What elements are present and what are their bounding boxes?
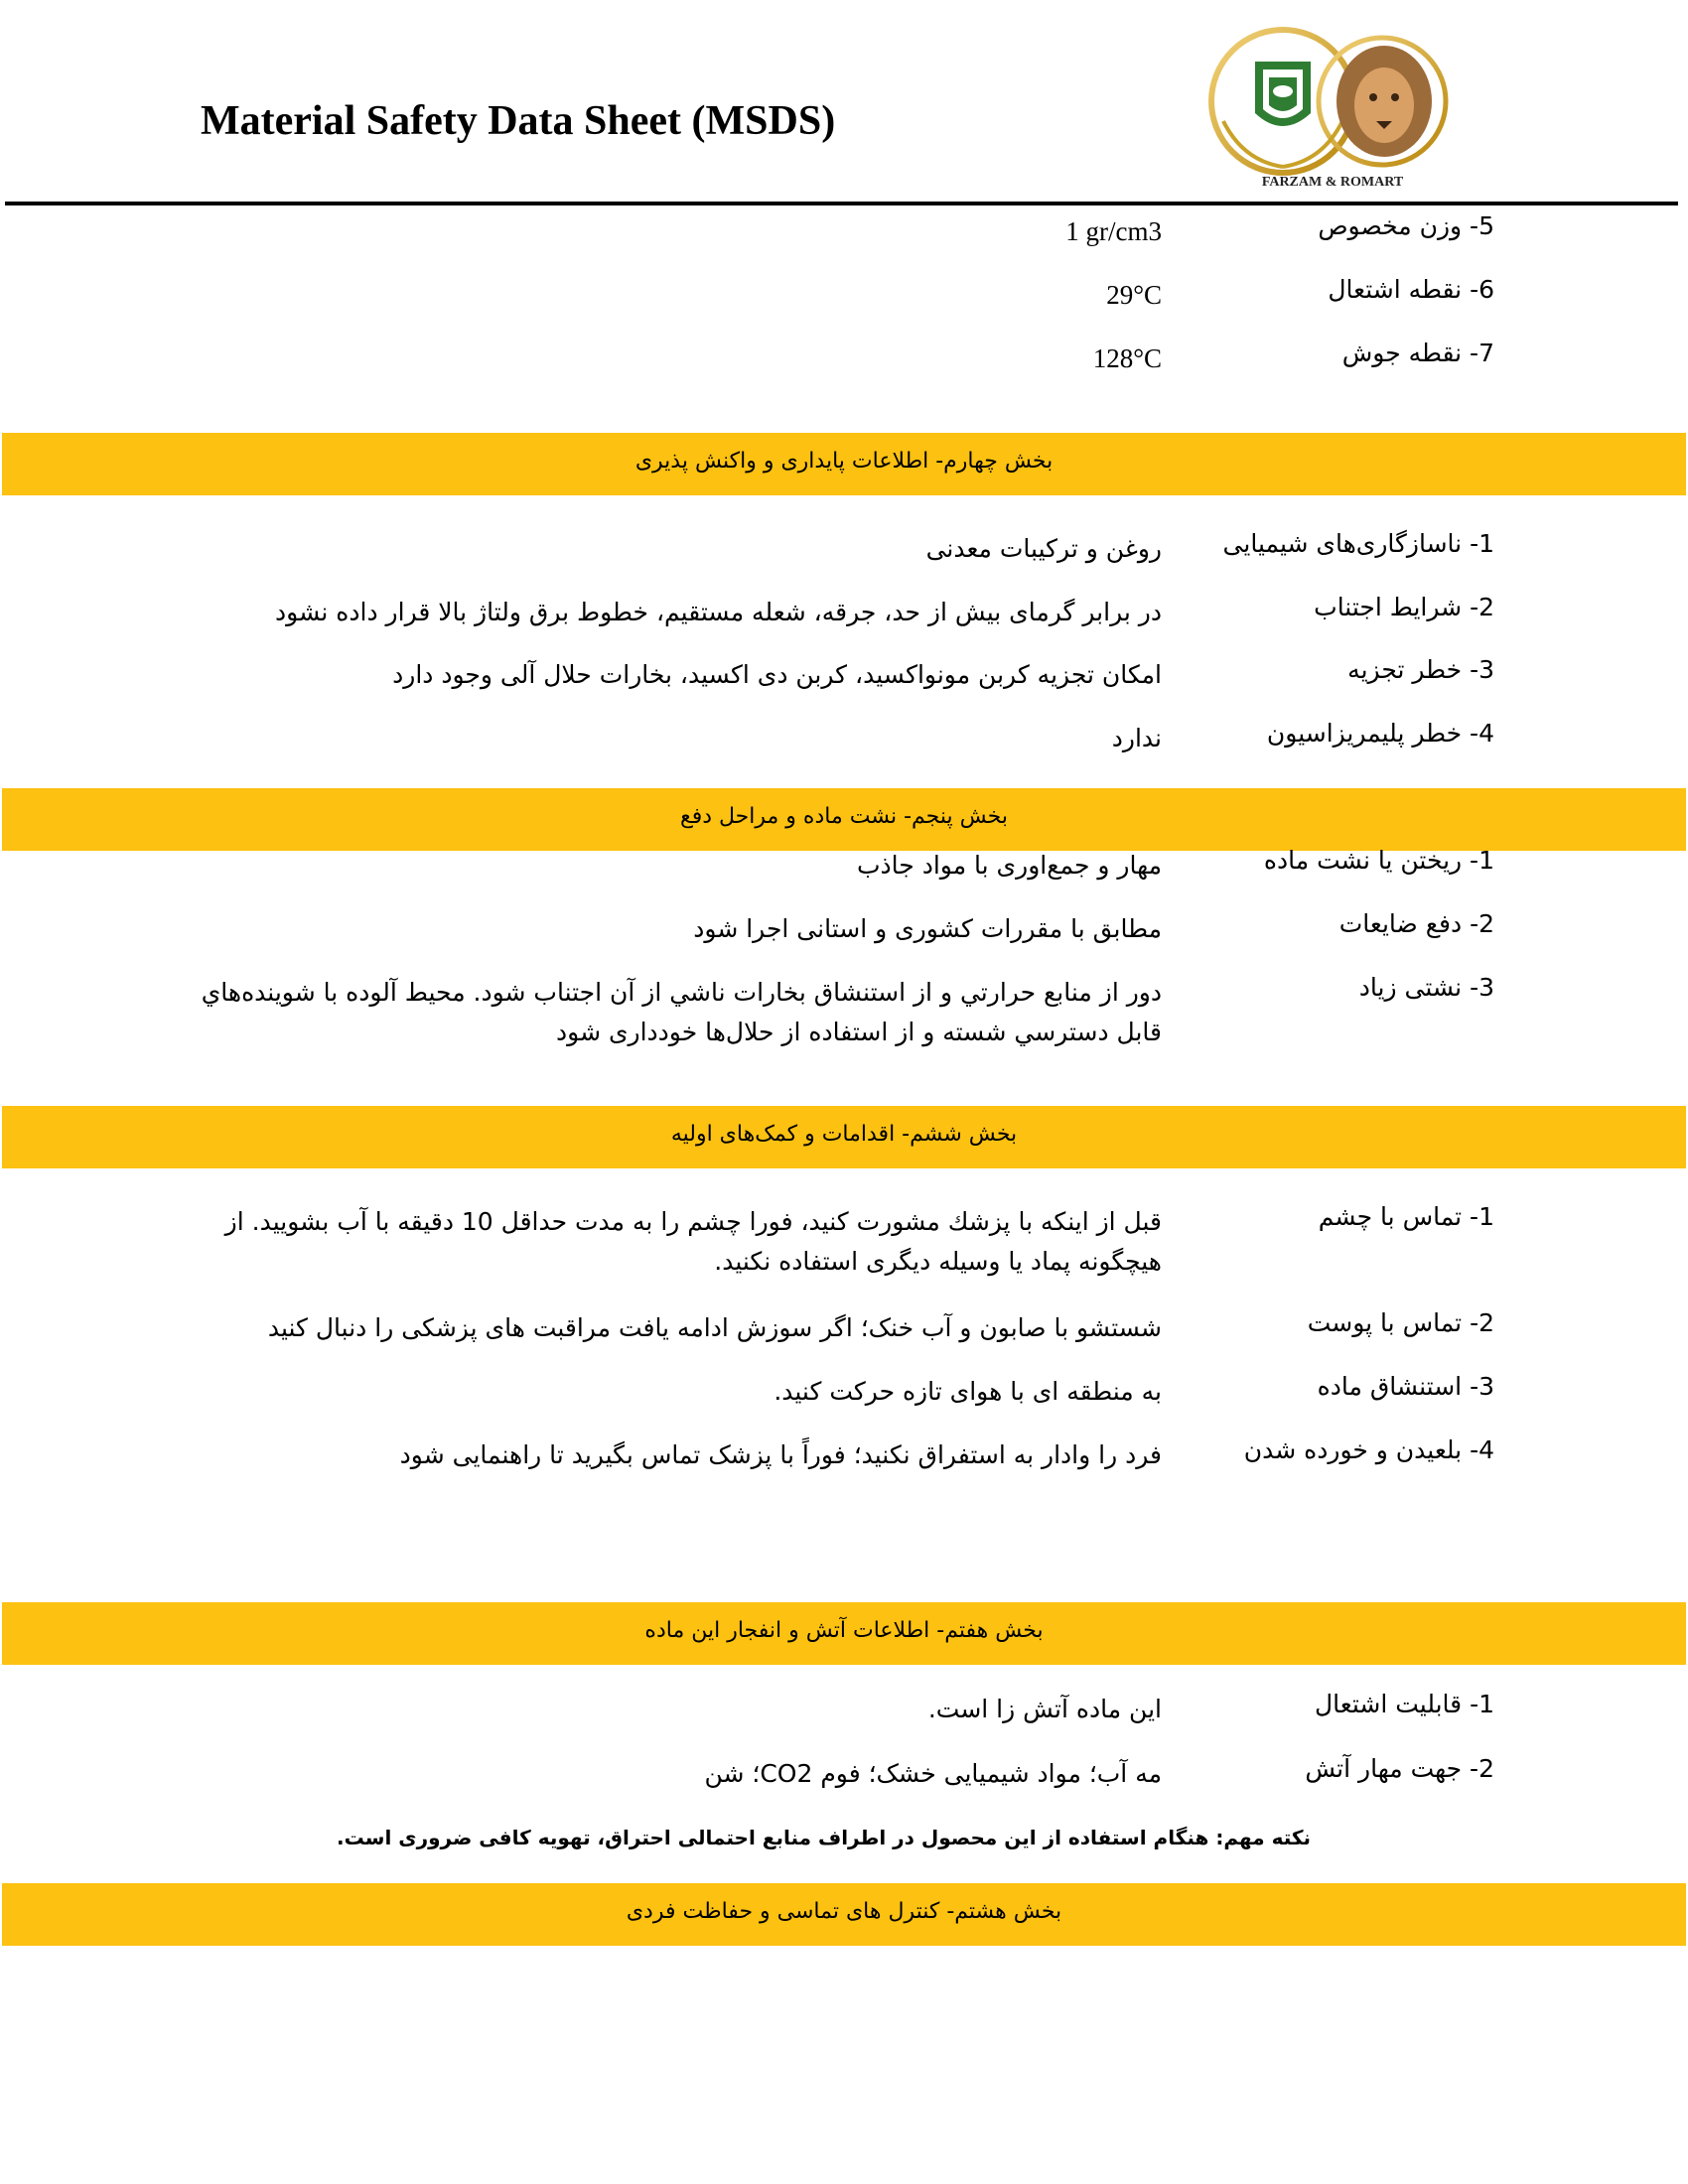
document-title: Material Safety Data Sheet (MSDS) [201,98,836,144]
first-aid-value: شستشو با صابون و آب خنک؛ اگر سوزش ادامه یافت مراقبت های پزشکی را دنبال کنید [267,1313,1162,1342]
spill-row [0,973,1688,1052]
first-aid-row [0,1202,1688,1282]
fire-row [0,1690,1688,1729]
stability-value: امکان تجزیه کربن مونواکسید، کربن دی اکسید، بخارات حلال آلی وجود دارد [392,660,1162,689]
stability-label: 3- خطر تجزیه [1347,655,1494,684]
fire-safety-note: نکته مهم: هنگام استفاده از این محصول در اطراف منابع احتمالی احتراق، تهویه کافی ضروری است. [337,1826,1311,1849]
property-row [0,339,1688,378]
first-aid-row [0,1372,1688,1412]
first-aid-label: 2- تماس با پوست [1307,1308,1494,1337]
spill-row [0,846,1688,886]
section-7-header: بخش هفتم- اطلاعات آتش و انفجار این ماده [2,1602,1686,1665]
section-5-header: بخش پنجم- نشت ماده و مراحل دفع [2,788,1686,851]
stability-row [0,593,1688,632]
header-divider [5,202,1678,205]
property-value: 1 gr/cm3 [1065,216,1162,246]
section-8-header: بخش هشتم- کنترل های تماسی و حفاظت فردی [2,1883,1686,1946]
spill-label: 1- ریختن یا نشت ماده [1263,846,1494,875]
property-label: 7- نقطه جوش [1341,339,1494,367]
section-6-header: بخش ششم- اقدامات و کمک‌های اولیه [2,1106,1686,1168]
fire-value: مه آب؛ مواد شیمیایی خشک؛ فوم CO2؛ شن [704,1759,1162,1788]
stability-value: در برابر گرمای بیش از حد، جرقه، شعله مستقیم، خطوط برق ولتاژ بالا قرار داده نشود [275,598,1162,626]
stability-row [0,529,1688,569]
first-aid-value: به منطقه ای با هوای تازه حرکت کنید. [774,1377,1162,1406]
first-aid-label: 1- تماس با چشم [1318,1202,1494,1231]
spill-label: 3- نشتی زیاد [1358,973,1494,1002]
first-aid-label: 4- بلعیدن و خورده شدن [1243,1435,1494,1464]
stability-label: 2- شرایط اجتناب [1314,593,1494,621]
first-aid-label: 3- استنشاق ماده [1317,1372,1494,1401]
spill-value: مطابق با مقررات کشوری و استانی اجرا شود [693,914,1162,943]
first-aid-value: قبل از اینکه با پزشك مشورت کنید، فورا چشم را به مدت حداقل 10 دقیقه با آب بشویید. از هیچگونه پماد یا وسیله دیگری استفاده نکنید. [224,1207,1162,1276]
stability-label: 4- خطر پلیمریزاسیون [1266,719,1494,748]
spill-label: 2- دفع ضایعات [1338,909,1494,938]
fire-label: 1- قابلیت اشتعال [1315,1690,1494,1718]
spill-value: دور از منابع حرارتي و از استنشاق بخارات ناشي از آن اجتناب شود. محیط آلوده با شوینده‌هاي قابل دسترسي شسته و از استفاده از حلال‌ها خودداری شود [201,978,1162,1046]
stability-label: 1- ناسازگاری‌های شیمیایی [1222,529,1494,558]
first-aid-value: فرد را وادار به استفراق نکنید؛ فوراً با پزشک تماس بگیرید تا راهنمایی شود [399,1440,1162,1469]
first-aid-row [0,1435,1688,1475]
spill-row [0,909,1688,949]
stability-value: روغن و ترکیبات معدنی [925,534,1162,563]
property-row [0,275,1688,315]
stability-value: ندارد [1111,724,1162,752]
fire-value: این ماده آتش زا است. [927,1695,1162,1723]
stability-row [0,655,1688,695]
property-value: 29°C [1106,280,1162,310]
spill-value: مهار و جمع‌اوری با مواد جاذب [857,851,1162,880]
logo-caption: FARZAM & ROMART [1261,175,1404,190]
first-aid-row [0,1308,1688,1348]
company-logo [1203,22,1462,191]
property-value: 128°C [1092,343,1162,373]
section-4-header: بخش چهارم- اطلاعات پایداری و واکنش پذیری [2,433,1686,495]
fire-row [0,1754,1688,1794]
property-label: 5- وزن مخصوص [1318,211,1494,240]
property-row [0,211,1688,251]
property-label: 6- نقطه اشتعال [1328,275,1494,304]
stability-row [0,719,1688,758]
fire-label: 2- جهت مهار آتش [1305,1754,1494,1783]
